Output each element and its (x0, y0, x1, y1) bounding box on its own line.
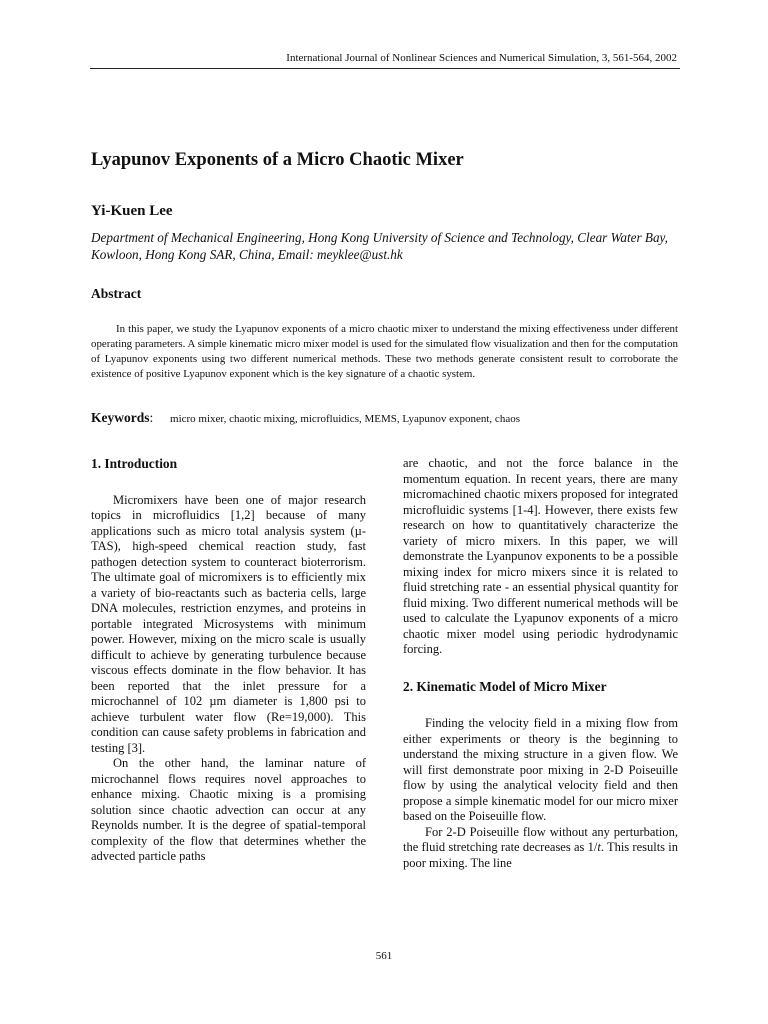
section-heading-kinematic-model: 2. Kinematic Model of Micro Mixer (403, 678, 607, 694)
header-rule (90, 68, 680, 69)
paper-title: Lyapunov Exponents of a Micro Chaotic Mixer (91, 150, 464, 170)
keywords-text: micro mixer, chaotic mixing, microfluidics, MEMS, Lyapunov exponent, chaos (170, 413, 520, 425)
journal-header: International Journal of Nonlinear Sciences and Numerical Simulation, 3, 561-564, 2002 (286, 52, 677, 64)
author-name: Yi-Kuen Lee (91, 203, 173, 219)
intro-paragraph-3: are chaotic, and not the force balance in the momentum equation. In recent years, there are many micromachined chaotic mixers proposed for integrated microfluidic systems [1-4]. However, there exists few research on how to quantitatively characterize the variety of micro mixers. In this paper, we will demonstrate the Lyanpunov exponents to be a possible mixing index for micro mixers since it is related to fluid stretching rate - an essential physical quantity for fluid mixing. Two different numerical methods will be used to calculate the Lyapunov exponents of a micro chaotic mixer model using periodic hydrodynamic forcing. (403, 456, 678, 656)
left-column (91, 456, 366, 865)
kinematic-paragraph-2: For 2-D Poiseuille flow without any perturbation, the fluid stretching rate decreases as 1/t. This results in poor mixing. The line (403, 824, 678, 870)
kinematic-paragraph-1: Finding the velocity field in a mixing flow from either experiments or theory is the beginning to understand the mixing structure in a given flow. We will first demonstrate poor mixing in 2-D Poiseuille flow by using the analytical velocity field and then propose a simple kinematic model for our micro mixer based on the Poiseuille flow. (403, 716, 678, 823)
intro-paragraph-1: Micromixers have been one of major research topics in microfluidics [1,2] because of many applications such as micro total analysis system (µ-TAS), high-speed chemical reaction study, fast pathogen detection system to counteract bioterrorism. The ultimate goal of micromixers is to efficiently mix a variety of bio-reactants such as bacteria cells, large DNA molecules, restriction enzymes, and proteins in portable integrated Microsystems with minimum power. However, mixing on the micro scale is usually difficult to achieve by generating turbulence because viscous effects dominate in the flow behavior. It has been reported that the inlet pressure for a microchannel of 102 µm diameter is 1,800 psi to achieve turbulent water flow (Re=19,000). This condition can cause safety problems in fabrication and testing [3]. (91, 492, 366, 755)
abstract-text: In this paper, we study the Lyapunov exponents of a micro chaotic mixer to understand the mixing effectiveness under different operating parameters. A simple kinematic micro mixer model is used for the simulated flow visualization and then for the computation of Lyapunov exponents using two different numerical methods. These two methods generate consistent result to corroborate the existence of positive Lyapunov exponent which is the key signature of a chaotic system. (91, 323, 678, 380)
author-affiliation: Department of Mechanical Engineering, Hong Kong University of Science and Technology, Clear Water Bay, Kowloon, Hong Kong SAR, China, Email: meyklee@ust.hk (91, 230, 668, 262)
intro-paragraph-2: On the other hand, the laminar nature of microchannel flows requires novel approaches to enhance mixing. Chaotic mixing is a promising solution since chaotic advection can occur at any Reynolds number. It is the degree of spatial-temporal complexity of the flow that determines whether the advected particle paths (91, 756, 366, 863)
keywords (91, 410, 681, 426)
right-column (403, 456, 678, 871)
keywords-label: Keywords: (91, 410, 154, 425)
page-number: 561 (375, 950, 393, 962)
abstract-heading: Abstract (91, 286, 142, 301)
section-heading-introduction: 1. Introduction (91, 456, 178, 471)
